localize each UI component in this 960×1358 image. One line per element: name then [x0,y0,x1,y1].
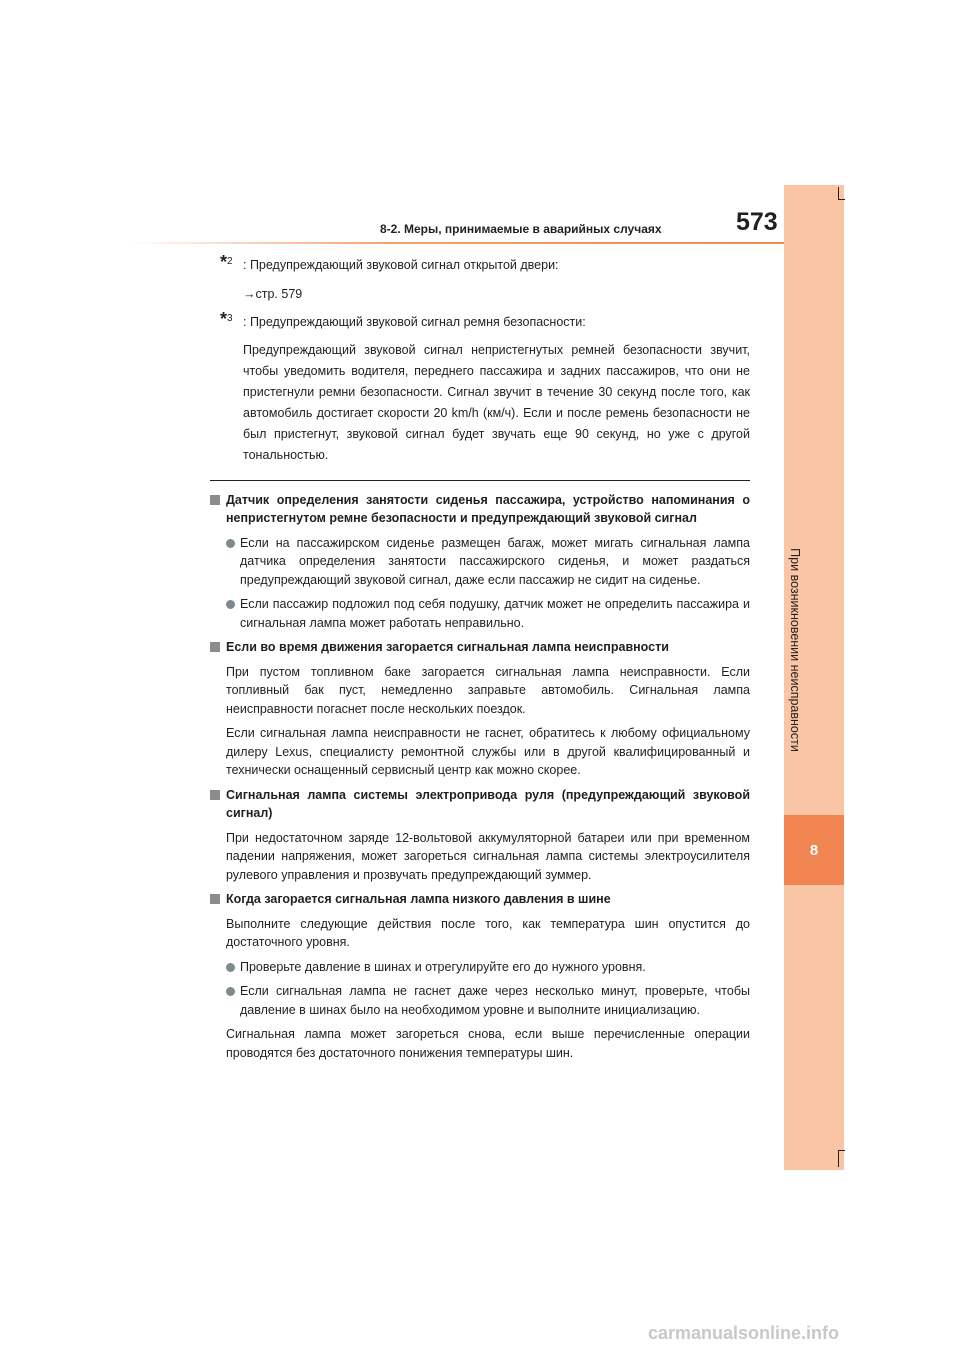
page-number: 573 [736,208,778,236]
watermark: carmanualsonline.info [648,1323,840,1343]
footnote-2 [210,252,750,275]
footnote-text: : Предупреждающий звуковой сигнал открытой двери: [243,258,559,272]
list-item: Если пассажир подложил под себя подушку, датчик может не определить пассажира и сигнальная лампа может работать неправильно. [210,595,750,632]
chapter-side-label [780,510,810,790]
crop-mark-top [838,187,845,200]
main-content [210,250,750,1062]
square-bullet-icon [210,790,220,800]
list-item: Проверьте давление в шинах и отрегулируйте его до нужного уровня. [210,958,750,977]
circle-bullet-icon [226,539,235,548]
paragraph: При пустом топливном баке загорается сигнальная лампа неисправности. Если топливный бак пуст, немедленно заправьте автомобиль. Сигнальная лампа неисправности погаснет после нескольких поездок. [226,664,750,716]
circle-bullet-icon [226,600,235,609]
paragraph: Сигнальная лампа может загореться снова, если выше перечисленные операции проводятся без достаточного понижения температуры шин. [226,1027,750,1060]
list-item: Если на пассажирском сиденье размещен багаж, может мигать сигнальная лампа датчика определения занятости пассажирского сиденья, и может раздаться предупреждающий звуковой сигнал, даже если пассажир не сидит на сиденье. [210,534,750,590]
paragraph: Если сигнальная лампа неисправности не гаснет, обратитесь к любому официальному дилеру Lexus, специалисту ремонтной службы или в другой квалифицированный и технически оснащенный сервисный центр как можно скорее. [226,726,750,777]
paragraph: Выполните следующие действия после того, как температура шин опустится до достаточного уровня. [226,916,750,949]
section-heading: Датчик определения занятости сиденья пассажира, устройство напоминания о непристегнутом ремне безопасности и предупреждающий звуковой сигнал [210,491,750,528]
circle-bullet-icon [226,963,235,972]
section-heading: Когда загорается сигнальная лампа низкого давления в шине [210,890,750,909]
list-item: Если сигнальная лампа не гаснет даже через несколько минут, проверьте, чтобы давление в шинах было на необходимом уровне и выполните инициализацию. [210,982,750,1019]
chapter-number-tab[interactable]: 8 [784,815,844,885]
footnote-body: Предупреждающий звуковой сигнал непристегнутых ремней безопасности звучит, чтобы уведомить водителя, переднего пассажира и задних пассажиров, что они не пристегнули ремни безопасности. Сигнал звучит в течение 30 секунд после того, как автомобиль достигает скорости 20 km/h (км/ч). Если и после ремень безопасности не был пристегнут, звуковой сигнал будет звучать еще 90 секунд, но уже с другой тональностью. [243,342,750,462]
chapter-side-label-text: При возникновении неисправности [788,548,802,752]
crop-mark-bottom [838,1150,845,1167]
square-bullet-icon [210,642,220,652]
footnote-3 [210,309,750,332]
section-header-title: 8-2. Меры, принимаемые в аварийных случаях [380,222,662,236]
square-bullet-icon [210,495,220,505]
section-heading: Если во время движения загорается сигнальная лампа неисправности [210,638,750,657]
page-reference-link[interactable]: →стр. 579 [243,286,303,301]
footnote-marker: *$^3$ [220,309,233,329]
footnote-text: : Предупреждающий звуковой сигнал ремня безопасности: [243,315,586,329]
paragraph: При недостаточном заряде 12-вольтовой аккумуляторной батареи или при временном падении напряжения, может загореться сигнальная лампа системы электроусилителя рулевого управления и прозвучать предупреждающий зуммер. [226,830,750,882]
section-divider [210,480,750,481]
section-heading: Сигнальная лампа системы электропривода руля (предупреждающий звуковой сигнал) [210,786,750,823]
circle-bullet-icon [226,987,235,996]
footnote-marker: *$^2$ [220,252,233,272]
square-bullet-icon [210,894,220,904]
header-rule [128,242,784,244]
